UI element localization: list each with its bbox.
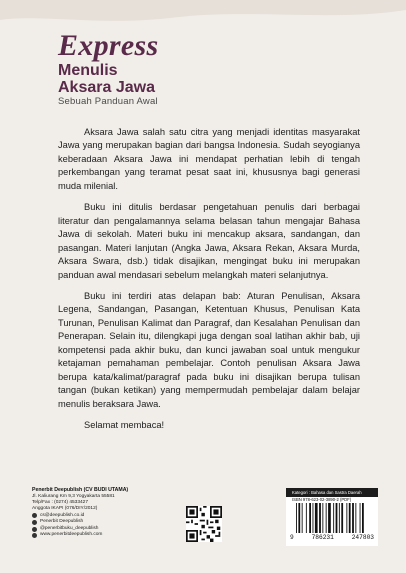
top-decoration [0, 0, 406, 30]
globe-icon [32, 533, 37, 538]
instagram-icon [32, 527, 37, 532]
barcode-digit-prefix: 9 [290, 534, 294, 541]
contact-text: cs@deepublish.co.id [40, 512, 85, 518]
publisher-name: Penerbit Deepublish (CV BUDI UTAMA) [32, 487, 129, 493]
email-icon [32, 513, 37, 518]
contact-text: www.penerbitdeepublish.com [40, 532, 103, 538]
blurb-paragraph: Buku ini ditulis berdasar pengetahuan penulis dari berbagai literatur dan pengalamannya selama belasan tahun mengajar Bahasa Jawa di sekolah. Materi buku ini mencakup aksara, sandangan, dan pasangan. Materi lanjutan (Angka Jawa, Aksara Rekan, Aksara Murda, Aksara Swara, dsb.) tidak disajikan, mengingat buku ini merupakan panduan awal mendasari sebelum melangkah materi selanjutnya. [58, 202, 360, 280]
book-subtitle-line1: Menulis [58, 62, 118, 79]
isbn-label: ISBN 978-623-02-3890-2 (PDF) [292, 497, 352, 502]
book-subtitle-line2: Aksara Jawa [58, 79, 155, 96]
blurb-paragraph: Buku ini terdiri atas delapan bab: Aturan Penulisan, Aksara Legena, Sandangan, Pasangan, Ketentuan Khusus, Penulisan Kata Turunan, Penulisan Kalimat dan Paragraf, dan Kesalahan Penulisan dan Penerapan. Selain itu, dilengkapi juga dengan soal latihan akhir bab, uji kompetensi pada akhir buku, dan kunci jawaban soal untuk mengukur ketajaman pemahaman pembelajar. Contoh penulisan Aksara Jawa berupa kata/kalimat/paragraf pada buku ini disajikan berupa tulisan tangan (bukan ketikan) yang mempermudah pembelajar dalam belajar menulis beraksara Jawa. [58, 290, 360, 409]
barcode-panel [286, 488, 378, 546]
barcode-digit-group1: 786231 [311, 534, 334, 541]
book-tagline: Sebuah Panduan Awal [58, 96, 158, 107]
cover-header [58, 30, 158, 108]
contact-facebook [32, 519, 182, 526]
publisher-info [32, 487, 182, 539]
publisher-member: Anggota IKAPI (076/DIY/2012) [32, 506, 98, 512]
facebook-icon [32, 520, 37, 525]
isbn-barcode [290, 503, 374, 533]
blurb [58, 126, 360, 441]
barcode-digits [286, 534, 378, 541]
category-label: Kategori : Bahasa dan Sastra Daerah [286, 488, 378, 497]
qr-code [186, 506, 222, 542]
publisher-phone: Telp/Fax : (0274) 4533427 [32, 500, 89, 506]
publisher-address: Jl. Kaliurang Km 9,3 Yogyakarta 55581 [32, 494, 115, 499]
contact-text: @penerbitbuku_deepublish [40, 525, 99, 531]
book-title: Express [58, 29, 159, 62]
contact-text: Penerbit Deepublish [40, 519, 84, 525]
blurb-closing: Selamat membaca! [84, 420, 165, 431]
blurb-paragraph: Aksara Jawa salah satu citra yang menjadi identitas masyarakat Jawa yang merupakan bagian dari bangsa Indonesia. Sudah seyogianya keberadaan Aksara Jawa ini mendapat perhatian lebih di tengah perkembangan yang teramat pesat saat ini, khususnya bagi generasi muda milenial. [58, 127, 360, 191]
contact-website [32, 532, 182, 539]
barcode-digit-group2: 247803 [351, 534, 374, 541]
